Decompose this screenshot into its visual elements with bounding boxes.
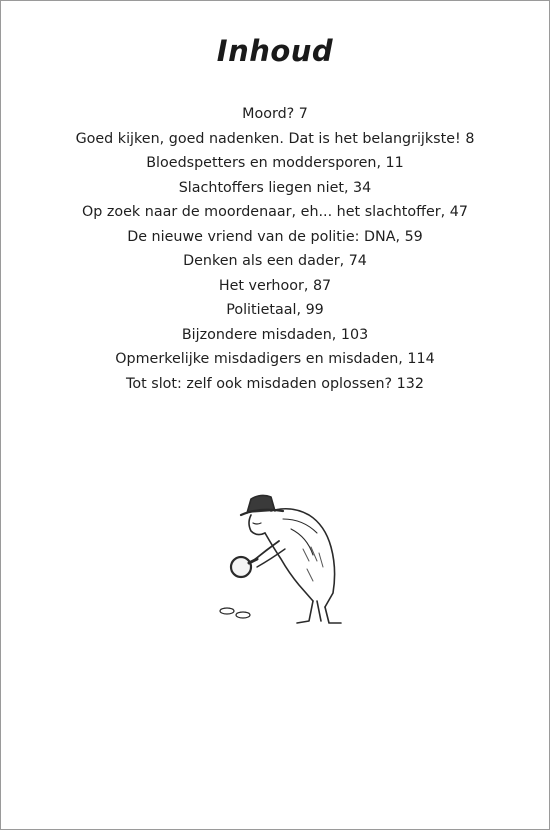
toc-entry: De nieuwe vriend van de politie: DNA, 59 bbox=[127, 228, 423, 245]
toc-entry: Op zoek naar de moordenaar, eh... het slachtoffer, 47 bbox=[82, 204, 468, 220]
page-title: Inhoud bbox=[216, 34, 334, 69]
toc-entry: Moord? 7 bbox=[242, 106, 308, 122]
toc-entry: Denken als een dader, 74 bbox=[183, 253, 367, 269]
toc-entry: Het verhoor, 87 bbox=[218, 277, 332, 294]
table-of-contents bbox=[1, 102, 549, 396]
toc-entry: Tot slot: zelf ook misdaden oplossen? 132 bbox=[126, 375, 424, 392]
detective-with-magnifying-glass-icon bbox=[213, 489, 353, 629]
toc-entry: Opmerkelijke misdadigers en misdaden, 114 bbox=[115, 351, 435, 367]
toc-entry: Slachtoffers liegen niet, 34 bbox=[178, 179, 372, 196]
toc-entry: Bijzondere misdaden, 103 bbox=[181, 326, 369, 343]
toc-entry: Goed kijken, goed nadenken. Dat is het belangrijkste! 8 bbox=[75, 130, 475, 147]
toc-entry: Politietaal, 99 bbox=[226, 302, 324, 318]
toc-entry: Bloedspetters en moddersporen, 11 bbox=[146, 155, 404, 171]
